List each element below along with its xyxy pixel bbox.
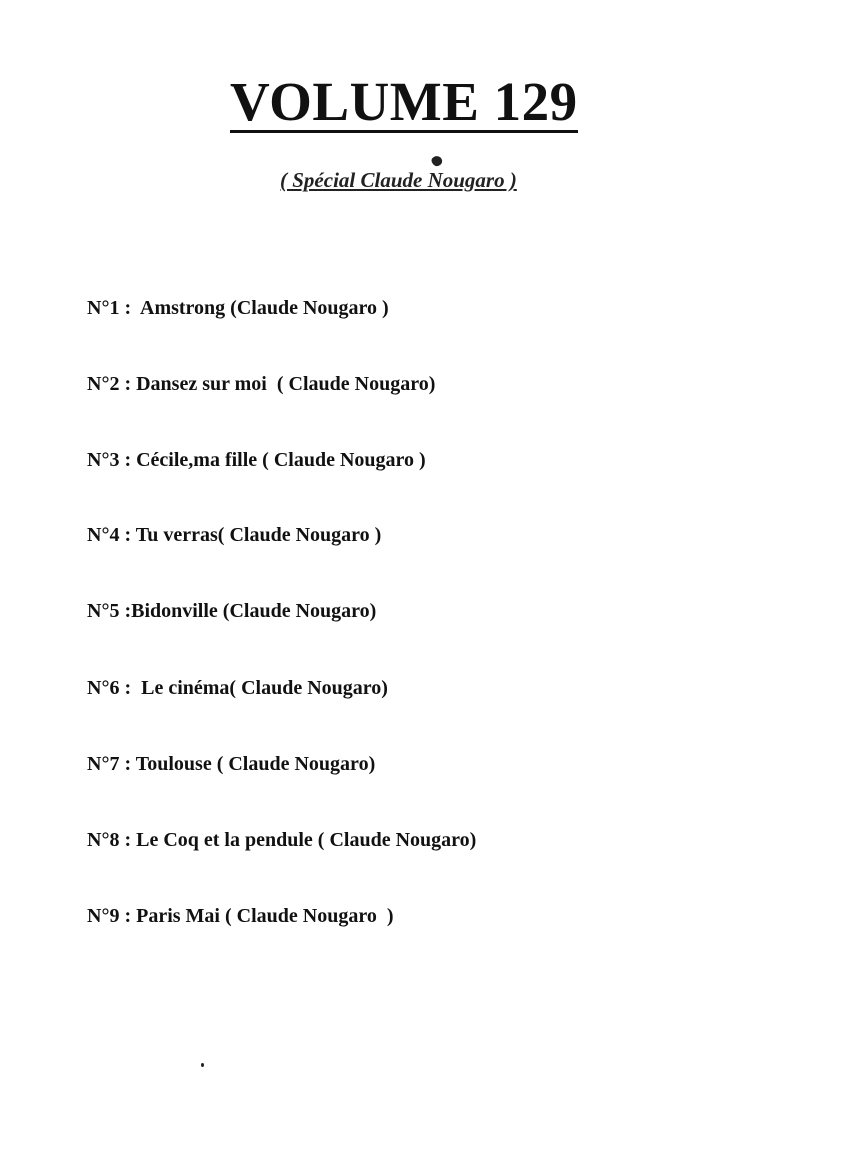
ink-speck — [201, 1063, 204, 1067]
ink-speck — [430, 154, 444, 168]
volume-subtitle: ( Spécial Claude Nougaro ) — [280, 168, 517, 192]
track-item-4: N°4 : Tu verras( Claude Nougaro ) — [87, 524, 382, 546]
track-item-9: N°9 : Paris Mai ( Claude Nougaro ) — [87, 905, 394, 927]
track-item-7: N°7 : Toulouse ( Claude Nougaro) — [87, 753, 376, 775]
track-item-8: N°8 : Le Coq et la pendule ( Claude Nougaro) — [87, 829, 477, 851]
track-item-6: N°6 : Le cinéma( Claude Nougaro) — [87, 677, 388, 699]
volume-title: VOLUME 129 — [230, 71, 578, 132]
track-item-3: N°3 : Cécile,ma fille ( Claude Nougaro ) — [87, 449, 426, 471]
track-item-1: N°1 : Amstrong (Claude Nougaro ) — [87, 297, 389, 319]
track-item-5: N°5 :Bidonville (Claude Nougaro) — [87, 600, 377, 622]
track-item-2: N°2 : Dansez sur moi ( Claude Nougaro) — [87, 373, 436, 395]
